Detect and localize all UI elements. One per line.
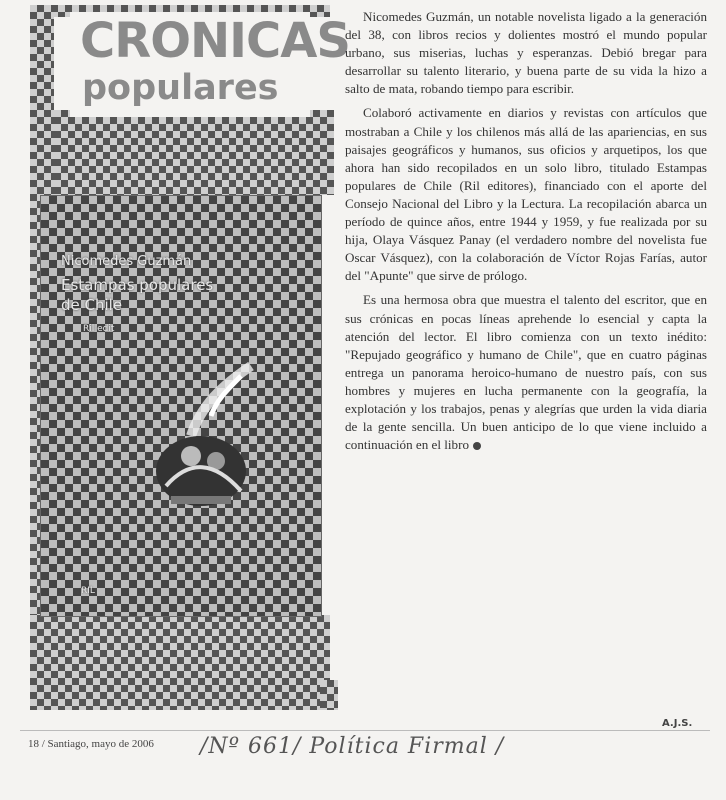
end-mark-icon [473, 442, 481, 450]
article-body [345, 8, 707, 454]
author-initials: A.J.S. [662, 718, 693, 729]
article-paragraph: Colaboró activamente en diarios y revistas con artículos que mostraban a Chile y los chilenos más allá de las apariencias, en sus paisajes geográficos y humanos, sus oficios y arquetipos, los que ahora han sido recopilados en un solo libro, titulado Estampas populares de Chile (Ril editores), financiado con el aporte del Consejo Nacional del Libro y la Lectura. La recopilación abarca un período de quince años, entre 1944 y 1959, y fue realizada por su hija, Olaya Vásquez Panay (el verdadero nombre del novelista fue Oscar Vásquez), con la colaboración de Víctor Rojas Farías, autor del "Apunte" que sirve de prólogo. [345, 105, 707, 284]
cover-illustration [131, 346, 281, 516]
checker-border-lower-left [30, 615, 330, 710]
handwritten-annotation: /Nº 661/ Política Firmal / [200, 734, 505, 759]
masthead [70, 12, 350, 117]
cover-author: Nicomedes Guzmán [61, 254, 192, 269]
cover-title: Estampas populares [61, 276, 214, 294]
cover-subtitle: de Chile [61, 296, 123, 314]
footer-divider [20, 730, 710, 731]
masthead-title: CRONICAS [80, 13, 350, 69]
article-paragraph-text: Es una hermosa obra que muestra el talento del escritor, que en sus crónicas en pocas líneas aprehende lo esencial y capta la atención del lector. El libro comienza con un texto inédito: "Repujado geográfico y humano de Chile", que en cuatro páginas entrega un panorama heroico-humano de nuestro país, con sus hombres y mujeres en lucha permanente con la geografía, la explotación y los trabajos, penas y alegrías que urden la vida diaria de la gente sencilla. Un buen anticipo de lo que viene incluido a continuación en el libro [345, 292, 707, 453]
cover-small-text: Ril edit [83, 324, 115, 334]
article-paragraph: Nicomedes Guzmán, un notable novelista ligado a la generación del 38, con libros recios y dolientes mostró el mundo popular urbano, sus miserias, luchas y esperanzas. Debió bregar para desarrollar su talento literario, y buena parte de su vida la hizo a salto de mata, robando tiempo para escribir. [345, 9, 707, 97]
article-paragraph [345, 291, 707, 454]
book-cover-image [40, 195, 322, 617]
checker-border-mid [54, 110, 334, 195]
masthead-subtitle: populares [82, 68, 279, 108]
page-footer: 18 / Santiago, mayo de 2006 [28, 738, 154, 750]
checker-border-bottom-right [320, 680, 338, 710]
cover-publisher: RIL [81, 586, 95, 596]
